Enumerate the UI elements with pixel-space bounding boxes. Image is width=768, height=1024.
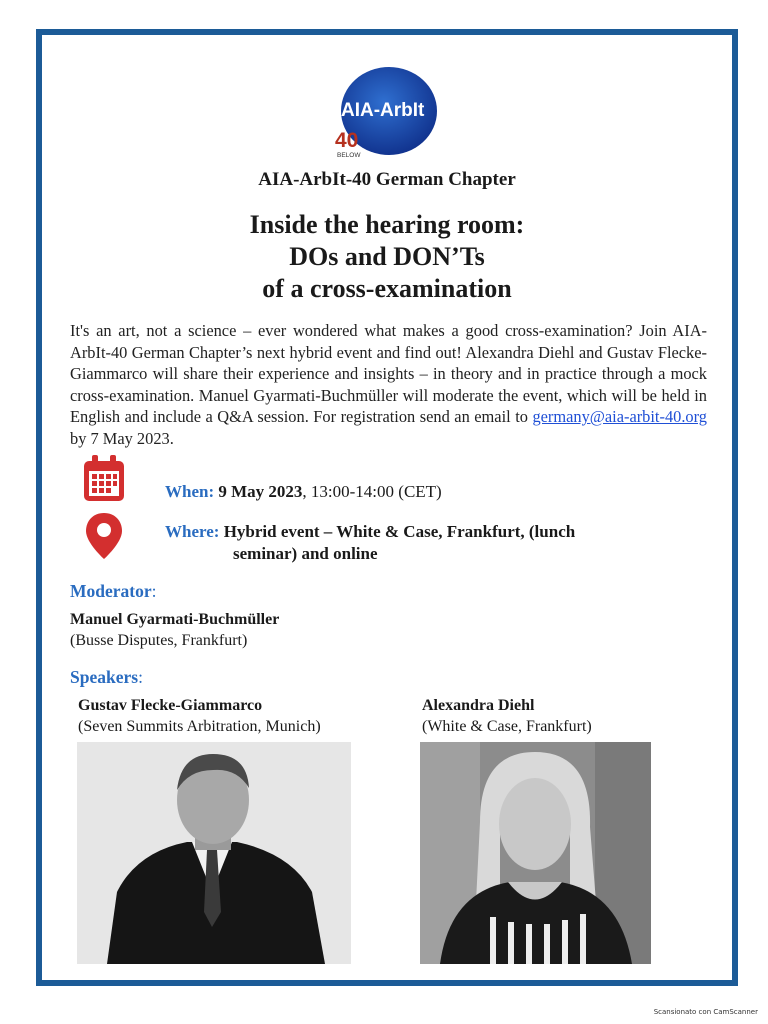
aia-arbit-40-logo xyxy=(333,63,439,163)
speaker-2-photo xyxy=(420,742,651,964)
where-line-1: Hybrid event – White & Case, Frankfurt, (lunch xyxy=(223,522,576,541)
moderator-info xyxy=(70,609,279,651)
moderator-name: Manuel Gyarmati-Buchmüller xyxy=(70,611,280,628)
scanner-watermark: Scansionato con CamScanner xyxy=(653,1008,758,1016)
speaker-2-info xyxy=(422,695,592,737)
intro-deadline: by 7 May 2023. xyxy=(70,428,174,448)
when-label: When: xyxy=(165,482,215,501)
svg-text:AIA-ArbIt: AIA-ArbIt xyxy=(341,100,425,121)
speaker-2-name: Alexandra Diehl xyxy=(422,697,535,714)
moderator-heading: Moderator: xyxy=(70,581,157,601)
svg-text:40: 40 xyxy=(335,129,359,152)
title-line-3: of a cross-examination xyxy=(262,274,512,303)
event-time: , 13:00-14:00 (CET) xyxy=(302,482,442,501)
location-pin-icon xyxy=(82,511,126,566)
event-date: 9 May 2023 xyxy=(218,482,303,501)
moderator-affiliation: (Busse Disputes, Frankfurt) xyxy=(70,632,248,649)
event-description xyxy=(70,320,707,449)
intro-text: It's an art, not a science – ever wondered what makes a good cross-examination? Join AIA-ArbIt-40 German Chapter’s next hybrid event and find out! Alexandra Diehl and Gustav Flecke-Giammarco will share their experience and insights – in theory and in practice through a mock cross-examination. Manuel Gyarmati-Buchmüller will moderate the event, which will be held in English and include a Q&A session. For registration send an email to xyxy=(70,321,707,426)
calendar-icon xyxy=(82,453,126,508)
speaker-1-info xyxy=(78,695,321,737)
title-line-2: DOs and DON’Ts xyxy=(289,242,485,271)
speaker-1-photo xyxy=(77,742,351,964)
flyer-frame xyxy=(36,29,738,986)
speakers-heading: Speakers: xyxy=(70,667,143,687)
event-title xyxy=(42,209,732,305)
where-line-2: seminar) and online xyxy=(233,544,378,563)
speaker-1-name: Gustav Flecke-Giammarco xyxy=(78,697,263,714)
registration-email-link[interactable]: germany@aia-arbit-40.org xyxy=(532,407,707,426)
title-line-1: Inside the hearing room: xyxy=(249,210,525,239)
speaker-1-affiliation: (Seven Summits Arbitration, Munich) xyxy=(78,718,321,735)
where-label: Where: xyxy=(165,522,220,541)
chapter-heading: AIA-ArbIt-40 German Chapter xyxy=(258,169,516,190)
svg-text:BELOW: BELOW xyxy=(337,152,361,159)
when-text xyxy=(165,482,442,502)
speaker-2-affiliation: (White & Case, Frankfurt) xyxy=(422,718,592,735)
where-text xyxy=(165,521,575,565)
